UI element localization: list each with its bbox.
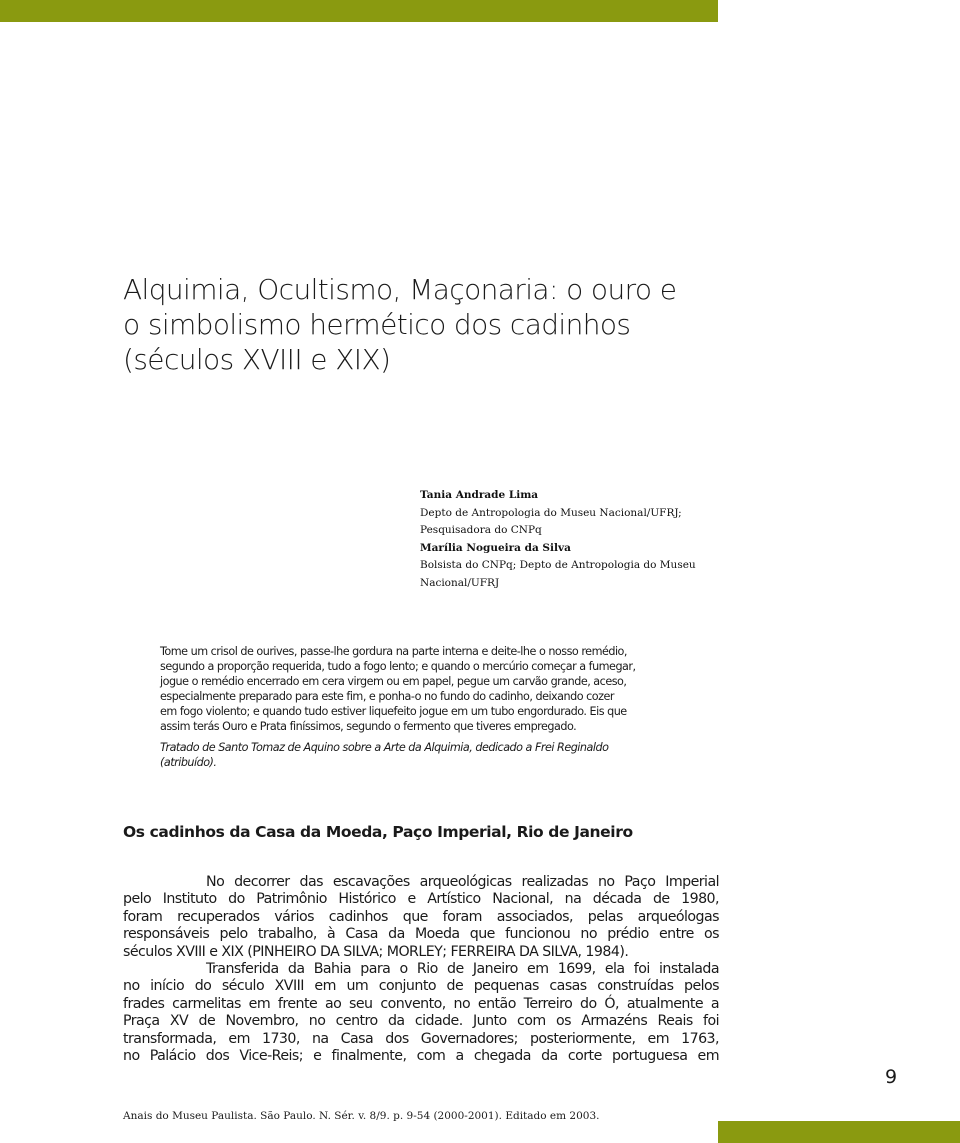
page-number: 9 (885, 1066, 898, 1088)
author-affiliation: Depto de Antropologia do Museu Nacional/UFRJ; (420, 506, 682, 519)
author-name: Marília Nogueira da Silva (420, 541, 571, 554)
article-title (123, 272, 743, 377)
body-line: no Palácio dos Vice-Reis; e finalmente, com a chegada da corte portuguesa em (123, 1048, 719, 1065)
citation-line: Tratado de Santo Tomaz de Aquino sobre a Arte da Alquimia, dedicado a Frei Reginaldo (160, 741, 609, 754)
body-line: No decorrer das escavações arqueológicas realizadas no Paço Imperial (206, 874, 719, 890)
top-accent-bar (0, 0, 718, 22)
section-title: Os cadinhos da Casa da Moeda, Paço Imperial, Rio de Janeiro (123, 823, 633, 841)
body-line: séculos XVIII e XIX (PINHEIRO DA SILVA; MORLEY; FERREIRA DA SILVA, 1984). (123, 943, 629, 960)
body-line: pelo Instituto do Patrimônio Histórico e Artístico Nacional, na década de 1980, (123, 891, 719, 908)
journal-footer: Anais do Museu Paulista. São Paulo. N. Sér. v. 8/9. p. 9-54 (2000-2001). Editado em 2003. (123, 1110, 600, 1122)
body-line: Praça XV de Novembro, no centro da cidade. Junto com os Armazéns Reais foi (123, 1013, 719, 1030)
body-text (123, 874, 719, 1065)
title-line: Alquimia, Ocultismo, Maçonaria: o ouro e (123, 273, 677, 306)
title-line: (séculos XVIII e XIX) (123, 343, 391, 376)
body-line: Transferida da Bahia para o Rio de Janeiro em 1699, ela foi instalada (206, 961, 719, 978)
title-line: o simbolismo hermético dos cadinhos (123, 308, 631, 341)
epigraph-line: assim terás Ouro e Prata finíssimos, segundo o fermento que tiveres empregado. (160, 720, 577, 733)
body-line: responsáveis pelo trabalho, à Casa da Moeda que funcionou no prédio entre os (123, 926, 719, 943)
body-line: foram recuperados vários cadinhos que foram associados, pelas arqueólogas (123, 908, 719, 925)
body-line: transformada, em 1730, na Casa dos Governadores; posteriormente, em 1763, (123, 1030, 719, 1047)
body-line: no início do século XVIII em um conjunto de pequenas casas construídas pelos (123, 978, 719, 995)
author-affiliation: Pesquisadora do CNPq (420, 524, 542, 536)
body-line: frades carmelitas em frente ao seu convento, no então Terreiro do Ó, atualmente a (123, 995, 719, 1012)
epigraph-line: jogue o remédio encerrado em cera virgem ou em papel, pegue um carvão grande, aceso, (160, 675, 627, 688)
author-block (420, 487, 750, 592)
epigraph-line: segundo a proporção requerida, tudo a fogo lento; e quando o mercúrio começar a fumegar, (160, 660, 636, 673)
epigraph-line: Tome um crisol de ourives, passe-lhe gordura na parte interna e deite-lhe o nosso remédio, (160, 645, 627, 658)
epigraph (160, 644, 690, 770)
bottom-accent-bar (718, 1121, 960, 1143)
author-affiliation: Bolsista do CNPq; Depto de Antropologia do Museu (420, 559, 696, 571)
epigraph-line: em fogo violento; e quando tudo estiver liquefeito jogue em um tubo engordurado. Eis que (160, 705, 627, 718)
epigraph-quote (160, 644, 690, 734)
author-name: Tania Andrade Lima (420, 489, 539, 501)
epigraph-line: especialmente preparado para este fim, e ponha-o no fundo do cadinho, deixando cozer (160, 690, 614, 703)
epigraph-citation (160, 740, 690, 770)
citation-line: (atribuído). (160, 756, 217, 769)
author-affiliation: Nacional/UFRJ (420, 576, 500, 589)
